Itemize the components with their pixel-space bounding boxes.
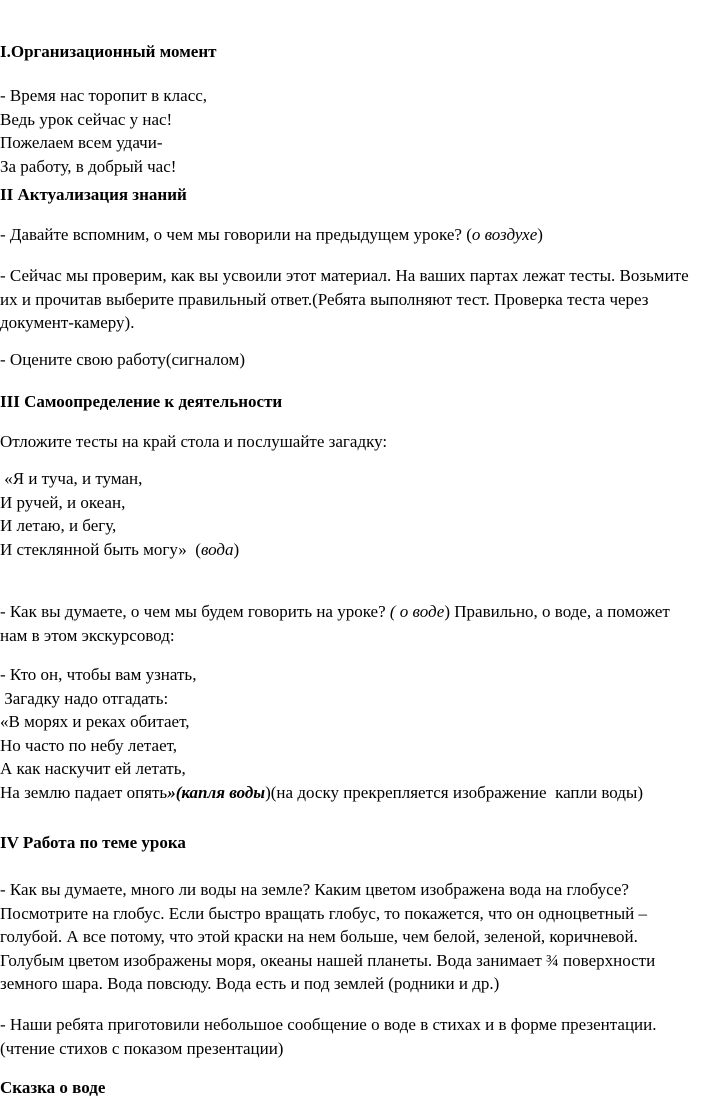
section-4-heading: IV Работа по теме урока — [0, 833, 186, 852]
riddle-line: «В морях и реках обитает, — [0, 712, 190, 731]
answer-text: вода — [200, 539, 234, 559]
self-assessment-line: - Оцените свою работу(сигналом) — [0, 350, 245, 369]
tale-subheading: Сказка о воде — [0, 1078, 106, 1097]
section-3-heading: III Самоопределение к деятельности — [0, 392, 283, 411]
answer-text: ( о воде — [389, 602, 445, 621]
poem-line: За работу, в добрый час! — [0, 156, 177, 176]
riddle-line: И стеклянной быть могу» (вода) — [0, 539, 240, 559]
riddle-line: И ручей, и океан, — [0, 492, 126, 512]
test-paragraph: - Сейчас мы проверим, как вы усвоили этот материал. На ваших партах лежат тесты. Возьмите их и прочитав выберите правильный ответ.(Ребята выполняют тест. Проверка теста через документ-камеру). — [0, 266, 689, 332]
poem-line: Пожелаем всем удачи- — [0, 133, 163, 152]
riddle-line: - Кто он, чтобы вам узнать, — [0, 665, 197, 684]
guide-riddle — [0, 663, 704, 804]
answer-text: »(капля воды — [167, 782, 266, 802]
riddle-intro: Отложите тесты на край стола и послушайте загадку: — [0, 432, 388, 451]
greeting-poem — [0, 84, 704, 178]
section-1-heading: I.Организационный момент — [0, 42, 217, 61]
review-question: - Давайте вспомним, о чем мы говорили на предыдущем уроке? (о воздухе) — [0, 225, 543, 244]
riddle-line: На землю падает опять»(капля воды)(на доску прекрепляется изображение капли воды) — [0, 782, 643, 802]
topic-question: - Как вы думаете, о чем мы будем говорить на уроке? ( о воде) Правильно, о воде, а поможет нам в этом экскурсовод: — [0, 602, 670, 645]
answer-text: о воздухе — [471, 225, 538, 244]
poem-line: - Время нас торопит в класс, — [0, 86, 208, 105]
riddle-line: «Я и туча, и туман, — [0, 469, 143, 488]
presentation-paragraph: - Наши ребята приготовили небольшое сообщение о воде в стихах и в форме презентации.(чтение стихов с показом презентации) — [0, 1015, 657, 1058]
riddle-poem — [0, 467, 704, 561]
globe-paragraph: - Как вы думаете, много ли воды на земле? Каким цветом изображена вода на глобусе? Посмотрите на глобус. Если быстро вращать глобус, то покажется, что он одноцветный – голубой. А все потому, что этой краски на нем больше, чем белой, зеленой, коричневой. Голубым цветом изображены моря, океаны нашей планеты. Вода занимает ¾ поверхности земного шара. Вода повсюду. Вода есть и под землей (родники и др.) — [0, 880, 656, 993]
section-2-heading: II Актуализация знаний — [0, 185, 187, 204]
poem-line: Ведь урок сейчас у нас! — [0, 109, 173, 129]
riddle-line: И летаю, и бегу, — [0, 516, 117, 535]
riddle-line: Но часто по небу летает, — [0, 735, 178, 755]
riddle-line: Загадку надо отгадать: — [0, 688, 169, 708]
riddle-line: А как наскучит ей летать, — [0, 759, 186, 778]
